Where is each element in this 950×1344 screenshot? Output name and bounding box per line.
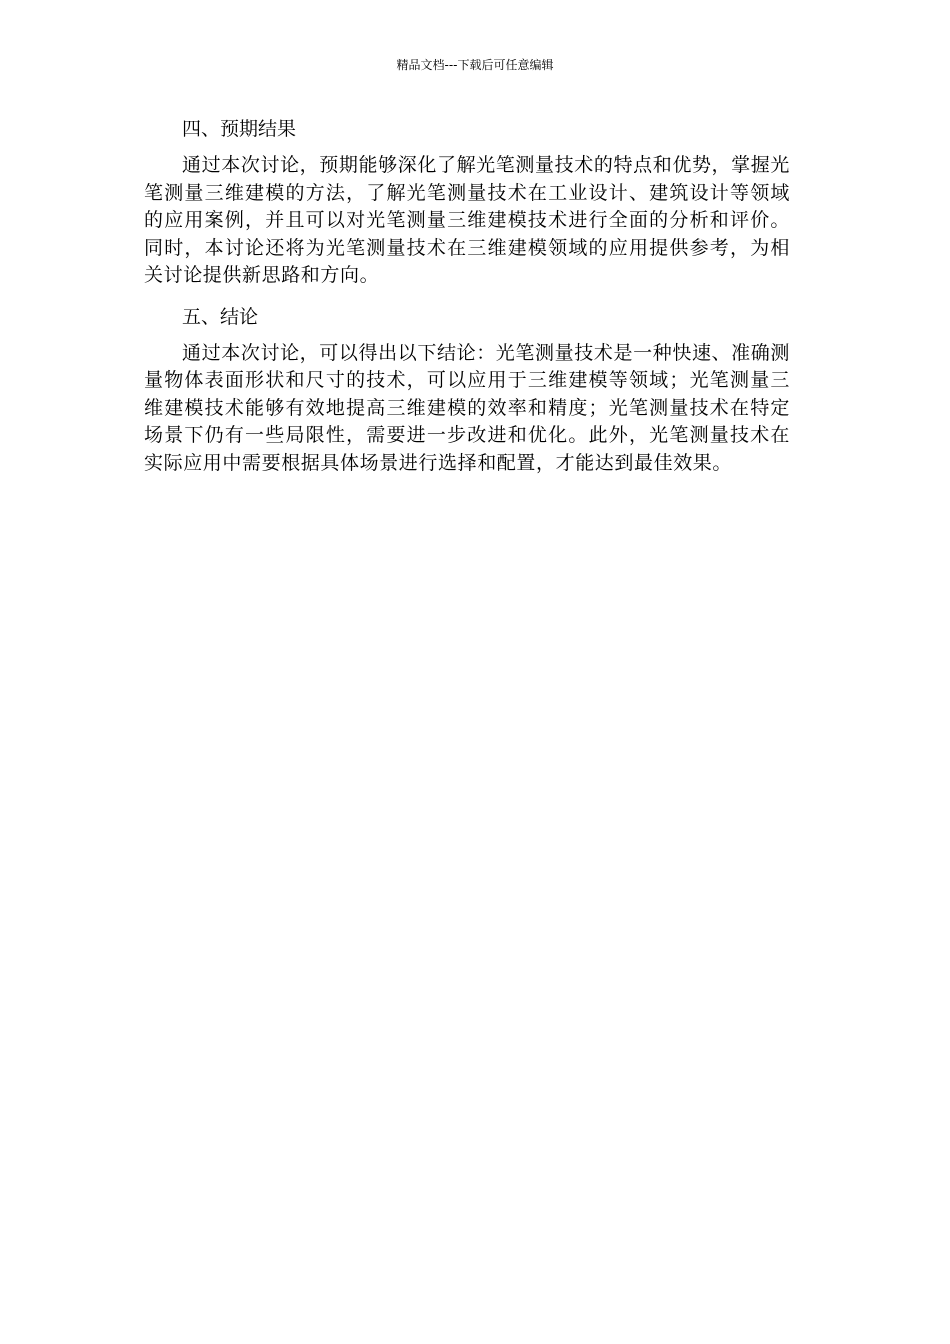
- section-heading: 五、结论: [182, 305, 259, 328]
- section-conclusion: [144, 302, 790, 478]
- section-expected-results: [144, 114, 790, 290]
- section-paragraph: 通过本次讨论，可以得出以下结论：光笔测量技术是一种快速、准确测量物体表面形状和尺寸的技术，可以应用于三维建模等领域；光笔测量三维建模技术能够有效地提高三维建模的效率和精度；光笔测量技术在特定场景下仍有一些局限性，需要进一步改进和优化。此外，光笔测量技术在实际应用中需要根据具体场景进行选择和配置，才能达到最佳效果。: [144, 341, 790, 474]
- section-paragraph: 通过本次讨论，预期能够深化了解光笔测量技术的特点和优势，掌握光笔测量三维建模的方法，了解光笔测量技术在工业设计、建筑设计等领域的应用案例，并且可以对光笔测量三维建模技术进行全面的分析和评价。同时，本讨论还将为光笔测量技术在三维建模领域的应用提供参考，为相关讨论提供新思路和方向。: [144, 154, 790, 286]
- document-body: [144, 114, 790, 489]
- page-header: 精品文档---下载后可任意编辑: [396, 58, 554, 72]
- section-heading: 四、预期结果: [182, 118, 297, 140]
